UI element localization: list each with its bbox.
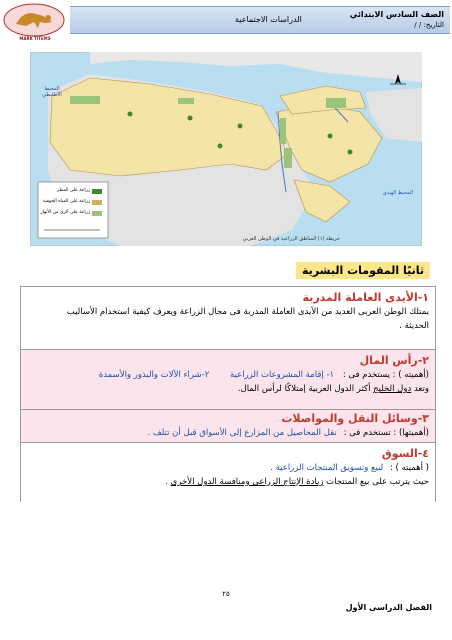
date-label: التاريخ: / /: [414, 21, 444, 29]
market-note-prefix: حيث يترتب على بيع المنتجات: [323, 477, 429, 487]
capital-uses: [21, 368, 435, 382]
capital-heading: ٢-رأس المال: [359, 354, 429, 367]
capital-note: [21, 382, 435, 396]
legend-item-rain: زراعة على المطر: [57, 188, 90, 193]
transport-row: [21, 409, 435, 442]
labor-text-2: الحديثة .: [399, 321, 429, 331]
legend-item-groundwater: زراعة على المياه الجوفية: [43, 199, 90, 204]
content-box: [20, 286, 436, 502]
page-number: ٢٥: [222, 590, 230, 598]
market-row: [21, 442, 435, 502]
section-title: ثانيًا المقومات البشرية: [296, 262, 430, 279]
labor-text-1: يمتلك الوطن العربى العديد من الأيدى العاملة المدربة فى مجال الزراعة ويعرف كيفية استخدام الأساليب: [66, 307, 429, 317]
arab-world-map: [30, 52, 422, 246]
market-importance: ( أهميته ) :: [389, 463, 429, 473]
capital-row: [21, 349, 435, 409]
transport-importance: (أهميتها) : تستخدم فى :: [343, 428, 429, 438]
logo-text: MARK TITEMS: [19, 36, 51, 41]
market-note-suffix: .: [165, 477, 171, 487]
agricultural-map: [30, 52, 422, 246]
capital-use-2: ٢-شراء الآلات والبذور والأسمدة: [98, 370, 210, 380]
atlantic-label: المحيط الأطلنطي: [42, 86, 62, 98]
labor-heading: ١-الأيدى العاملة المدربة: [302, 291, 429, 304]
market-note: [21, 475, 435, 489]
indian-label: المحيط الهندي: [382, 190, 414, 196]
capital-note-suffix: أكثر الدول العربية إمتلاكًا لرأس المال.: [237, 384, 374, 394]
capital-note-prefix: وتعد: [411, 384, 429, 394]
page-header: [0, 0, 452, 44]
market-heading: ٤-السوق: [381, 447, 429, 460]
capital-note-gulf: دول الخليج: [373, 384, 412, 394]
labor-row: [21, 287, 435, 348]
capital-use-1: ١- إقامة المشروعات الزراعية: [230, 370, 335, 380]
legend-item-rivers: زراعة على الري من الأنهار: [40, 210, 90, 215]
map-caption: خريطة (١) المناطق الزراعية في الوطن العربي: [242, 236, 340, 242]
market-note-underlined: زيادة الإنتاج الزراعى ومنافسة الدول الأخرى: [170, 477, 324, 487]
market-use: لبيع وتسويق المنتجات الزراعية .: [270, 463, 384, 473]
grade-label: الصف السادس الابتدائي: [349, 10, 444, 19]
capital-importance: (أهميته ) : يستخدم فى :: [342, 370, 429, 380]
transport-heading: ٣-وسائل النقل والمواصلات: [281, 412, 429, 425]
header-bar: [70, 6, 450, 34]
transport-uses: [21, 426, 435, 440]
market-uses: [21, 461, 435, 475]
transport-use: نقل المحاصيل من المزارع إلى الأسواق قبل أن تتلف .: [147, 428, 337, 438]
subject-label: الدراسات الاجتماعية: [235, 15, 302, 24]
term-label: الفصل الدراسى الأول: [345, 603, 432, 612]
